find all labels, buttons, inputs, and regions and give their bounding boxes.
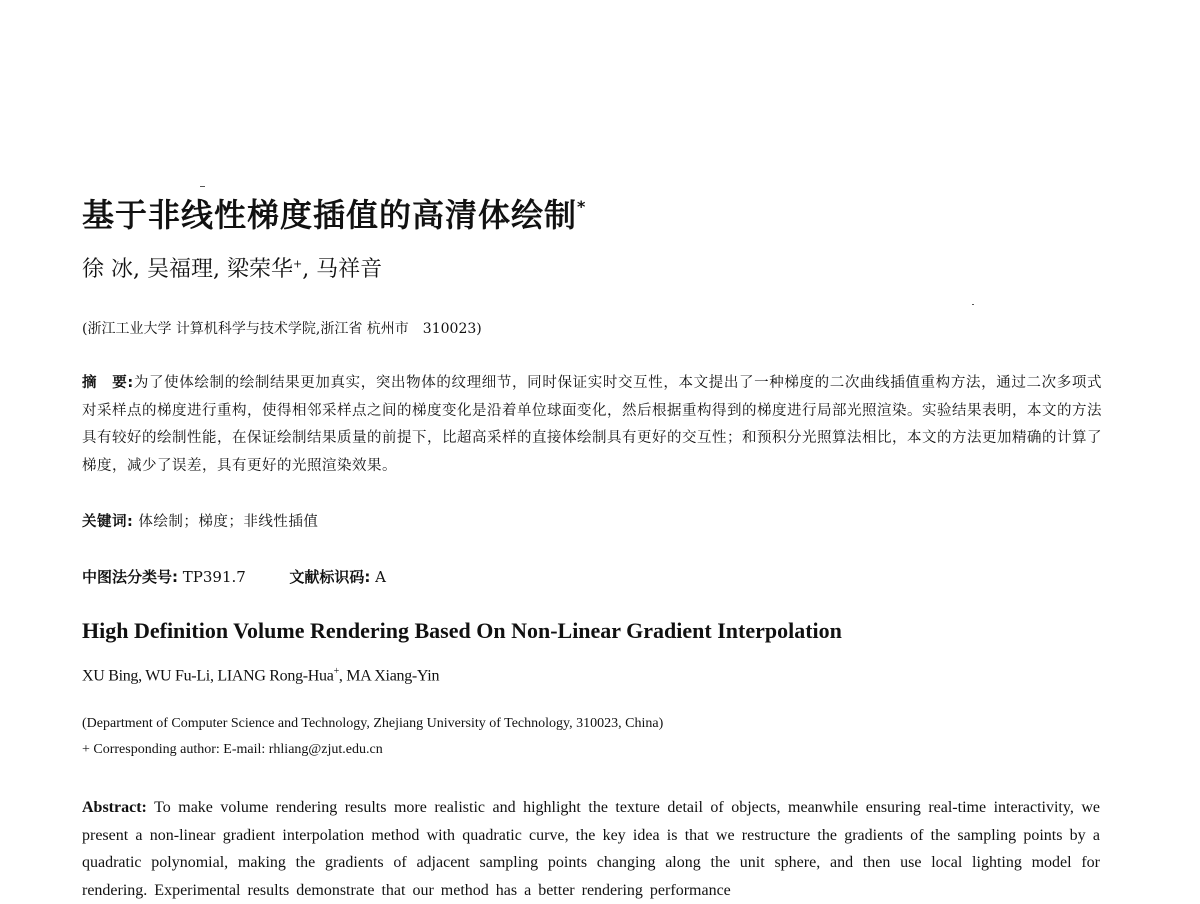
scan-speck [200, 186, 205, 187]
classification-value: TP391.7 [182, 568, 246, 586]
chinese-abstract-label: 摘 要: [82, 375, 134, 391]
chinese-title [82, 190, 586, 236]
english-abstract [82, 794, 1100, 904]
chinese-authors-tail: , 马祥音 [302, 257, 383, 282]
english-affiliation: (Department of Computer Science and Technology, Zhejiang University of Technology, 310023, China) [82, 716, 664, 731]
corresponding-author: + Corresponding author: E-mail: rhliang@zjut.edu.cn [82, 742, 383, 757]
english-title: High Definition Volume Rendering Based On Non-Linear Gradient Interpolation [82, 618, 842, 643]
english-abstract-label: Abstract: [82, 799, 147, 816]
english-authors [82, 666, 439, 685]
chinese-affiliation: (浙江工业大学 计算机科学与技术学院,浙江省 杭州市 310023) [82, 321, 482, 337]
document-code-label: 文献标识码: [289, 568, 371, 586]
english-authors-text: XU Bing, WU Fu-Li, LIANG Rong-Hua [82, 667, 334, 685]
chinese-keywords-label: 关键词: [82, 514, 134, 530]
chinese-authors [82, 252, 382, 283]
classification-line [82, 566, 386, 587]
chinese-title-text: 基于非线性梯度插值的高清体绘制 [82, 196, 578, 234]
chinese-abstract [82, 370, 1102, 480]
chinese-abstract-text: 为了使体绘制的绘制结果更加真实，突出物体的纹理细节，同时保证实时交互性，本文提出了一种梯度的二次曲线插值重构方法，通过二次多项式对采样点的梯度进行重构，使得相邻采样点之间的梯度变化是沿着单位球面变化，然后根据重构得到的梯度进行局部光照渲染。实验结果表明，本文的方法具有较好的绘制性能，在保证绘制结果质量的前提下，比超高采样的直接体绘制具有更好的交互性；和预积分光照算法相比，本文的方法更加精确的计算了梯度，减少了误差，具有更好的光照渲染效果。 [82, 375, 1102, 474]
scan-speck [972, 304, 974, 305]
english-authors-tail: , MA Xiang-Yin [338, 667, 440, 685]
chinese-keywords [82, 510, 318, 531]
classification-label: 中图法分类号: [82, 568, 178, 586]
title-footnote-mark: * [577, 197, 587, 216]
corresponding-mark: + [292, 257, 303, 271]
english-corresponding-mark: + [333, 666, 339, 677]
chinese-authors-text: 徐 冰, 吴福理, 梁荣华 [82, 257, 293, 282]
chinese-keywords-text: 体绘制；梯度；非线性插值 [138, 514, 319, 530]
english-abstract-text: To make volume rendering results more realistic and highlight the texture detail of objects, meanwhile ensuring real-time interactivity, we present a non-linear gradient interpolation method with quadratic curve, the key idea is that we restructure the gradients of the sampling points by a quadratic polynomial, making the gradients of adjacent sampling points changing along the unit sphere, and then use local lighting model for rendering. Experimental results demonstrate that our method has a better rendering performance [82, 799, 1100, 899]
document-code-value: A [375, 568, 387, 586]
